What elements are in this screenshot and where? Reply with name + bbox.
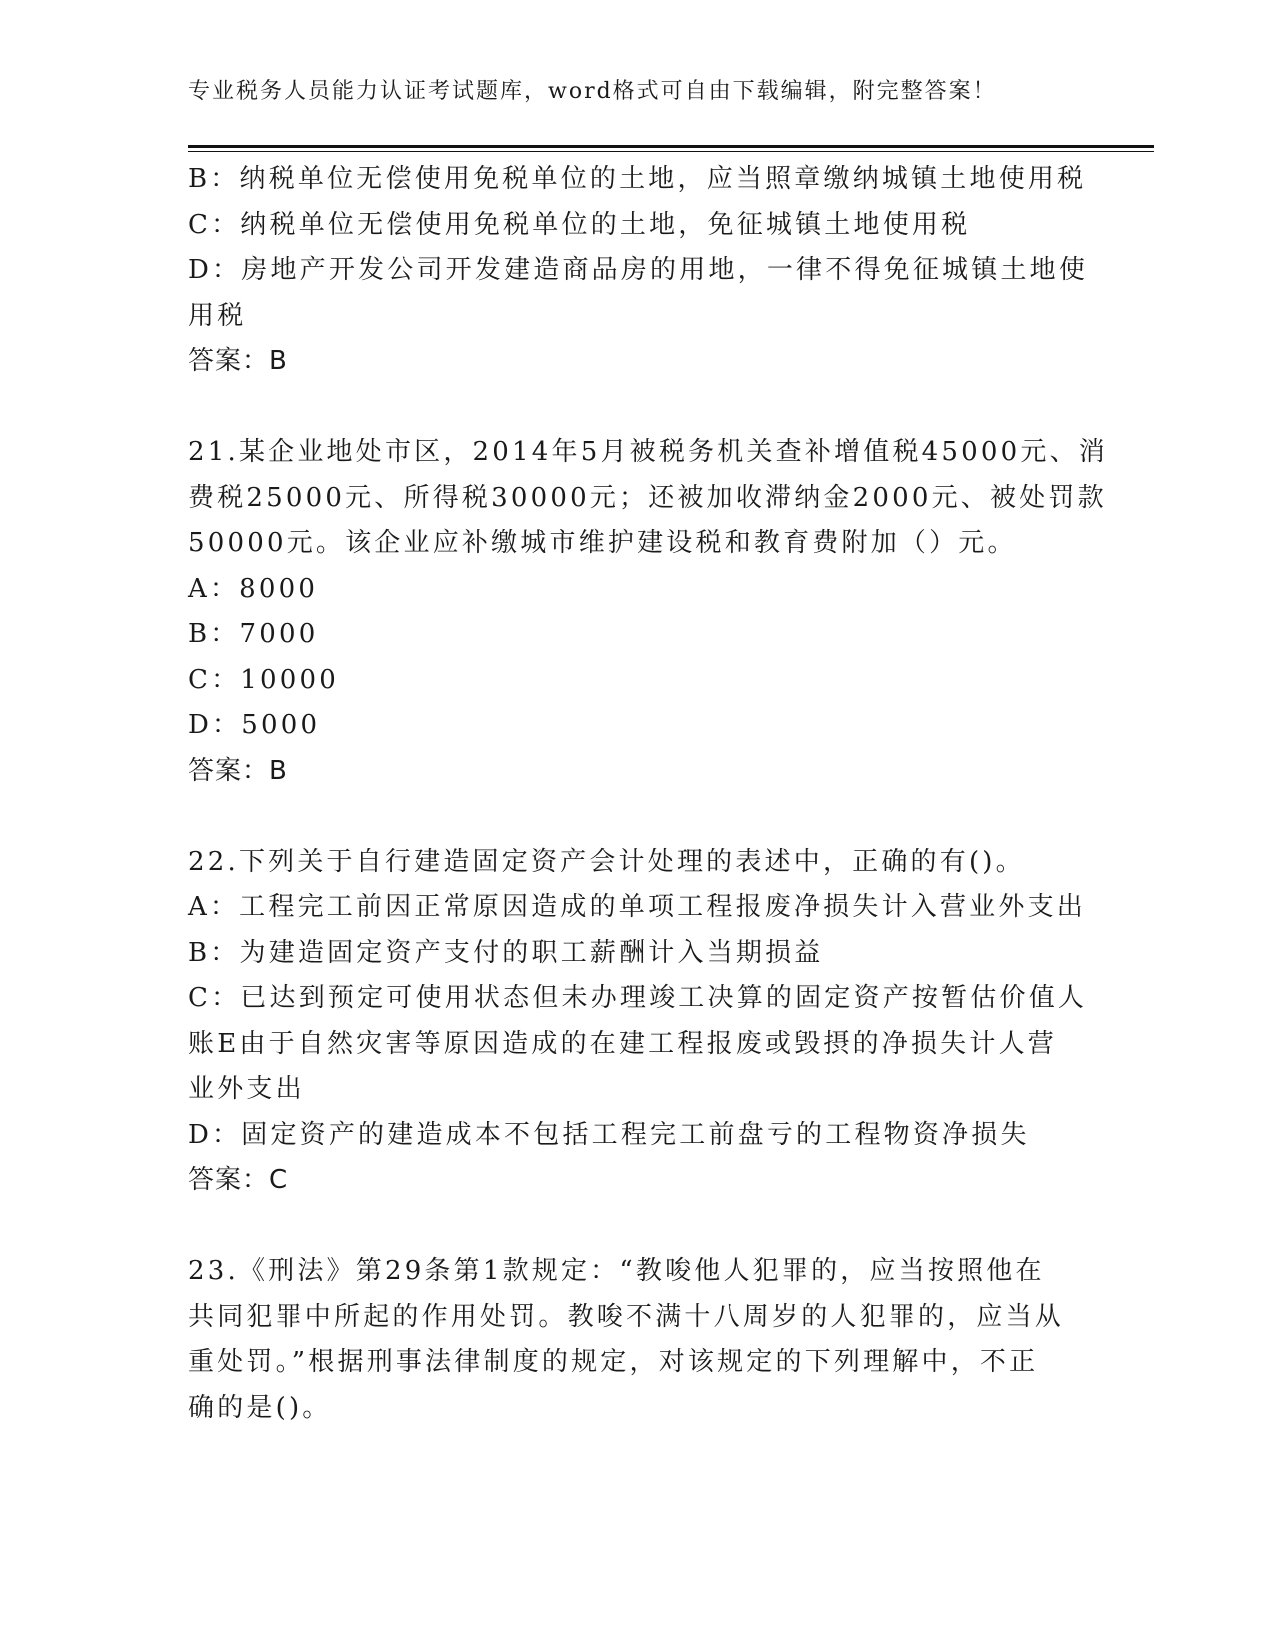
spacer — [188, 1204, 1088, 1250]
question-stem: 确的是()。 — [188, 1392, 332, 1423]
option-d: D：房地产开发公司开发建造商品房的用地，一律不得免征城镇土地使 — [188, 255, 1089, 285]
option-c-continued: 业外支出 — [188, 1074, 305, 1104]
document-body — [188, 157, 1108, 1431]
question-stem: 重处罚。”根据刑事法律制度的规定，对该规定的下列理解中，不正 — [188, 1347, 1039, 1377]
spacer — [188, 385, 1088, 431]
answer: 答案：B — [188, 755, 288, 786]
page-header: 专业税务人员能力认证考试题库，word格式可自由下载编辑，附完整答案！ — [188, 79, 997, 104]
option-c-continued: 账E由于自然灾害等原因造成的在建工程报废或毁摂的净损失计人营 — [188, 1028, 1057, 1059]
option-d: D：5000 — [188, 710, 321, 740]
option-c: C：10000 — [188, 664, 340, 695]
option-b: B：为建造固定资产支付的职工薪酬计入当期损益 — [188, 937, 824, 968]
question-stem: 21.某企业地处市区，2014年5月被税务机关查补增值税45000元、消 — [188, 437, 1108, 467]
option-a: A：工程完工前因正常原因造成的单项工程报废净损失计入营业外支出 — [188, 892, 1086, 922]
option-a: A：8000 — [188, 573, 319, 604]
header-rule-thick — [188, 145, 1154, 148]
question-23 — [188, 1249, 1088, 1431]
option-b: B：纳税单位无偿使用免税单位的土地，应当照章缴纳城镇土地使用税 — [188, 164, 1087, 194]
answer: 答案：C — [188, 1165, 289, 1195]
question-22 — [188, 840, 1088, 1204]
question-stem: 23.《刑法》第29条第1款规定：“教唆他人犯罪的，应当按照他在 — [188, 1256, 1045, 1286]
option-d: D：固定资产的建造成本不包括工程完工前盘亏的工程物资净损失 — [188, 1119, 1030, 1150]
question-21 — [188, 430, 1108, 794]
option-d-continued: 用税 — [188, 300, 247, 331]
question-stem: 共同犯罪中所起的作用处罚。教唆不满十八周岁的人犯罪的，应当从 — [188, 1301, 1065, 1332]
option-c: C：已达到预定可使用状态但未办理竣工决算的固定资产按暂估价值人 — [188, 983, 1088, 1013]
question-stem: 50000元。该企业应补缴城市维护建设税和教育费附加（）元。 — [188, 528, 1017, 558]
header-rule-thin — [188, 151, 1154, 152]
question-stem: 费税25000元、所得税30000元；还被加收滞纳金2000元、被处罚款 — [188, 482, 1107, 513]
question-20-continued — [188, 157, 1088, 385]
answer: 答案：B — [188, 346, 288, 376]
spacer — [188, 794, 1088, 840]
option-c: C：纳税单位无偿使用免税单位的土地，免征城镇土地使用税 — [188, 209, 971, 240]
question-stem: 22.下列关于自行建造固定资产会计处理的表述中，正确的有()。 — [188, 846, 1025, 877]
option-b: B：7000 — [188, 619, 319, 649]
